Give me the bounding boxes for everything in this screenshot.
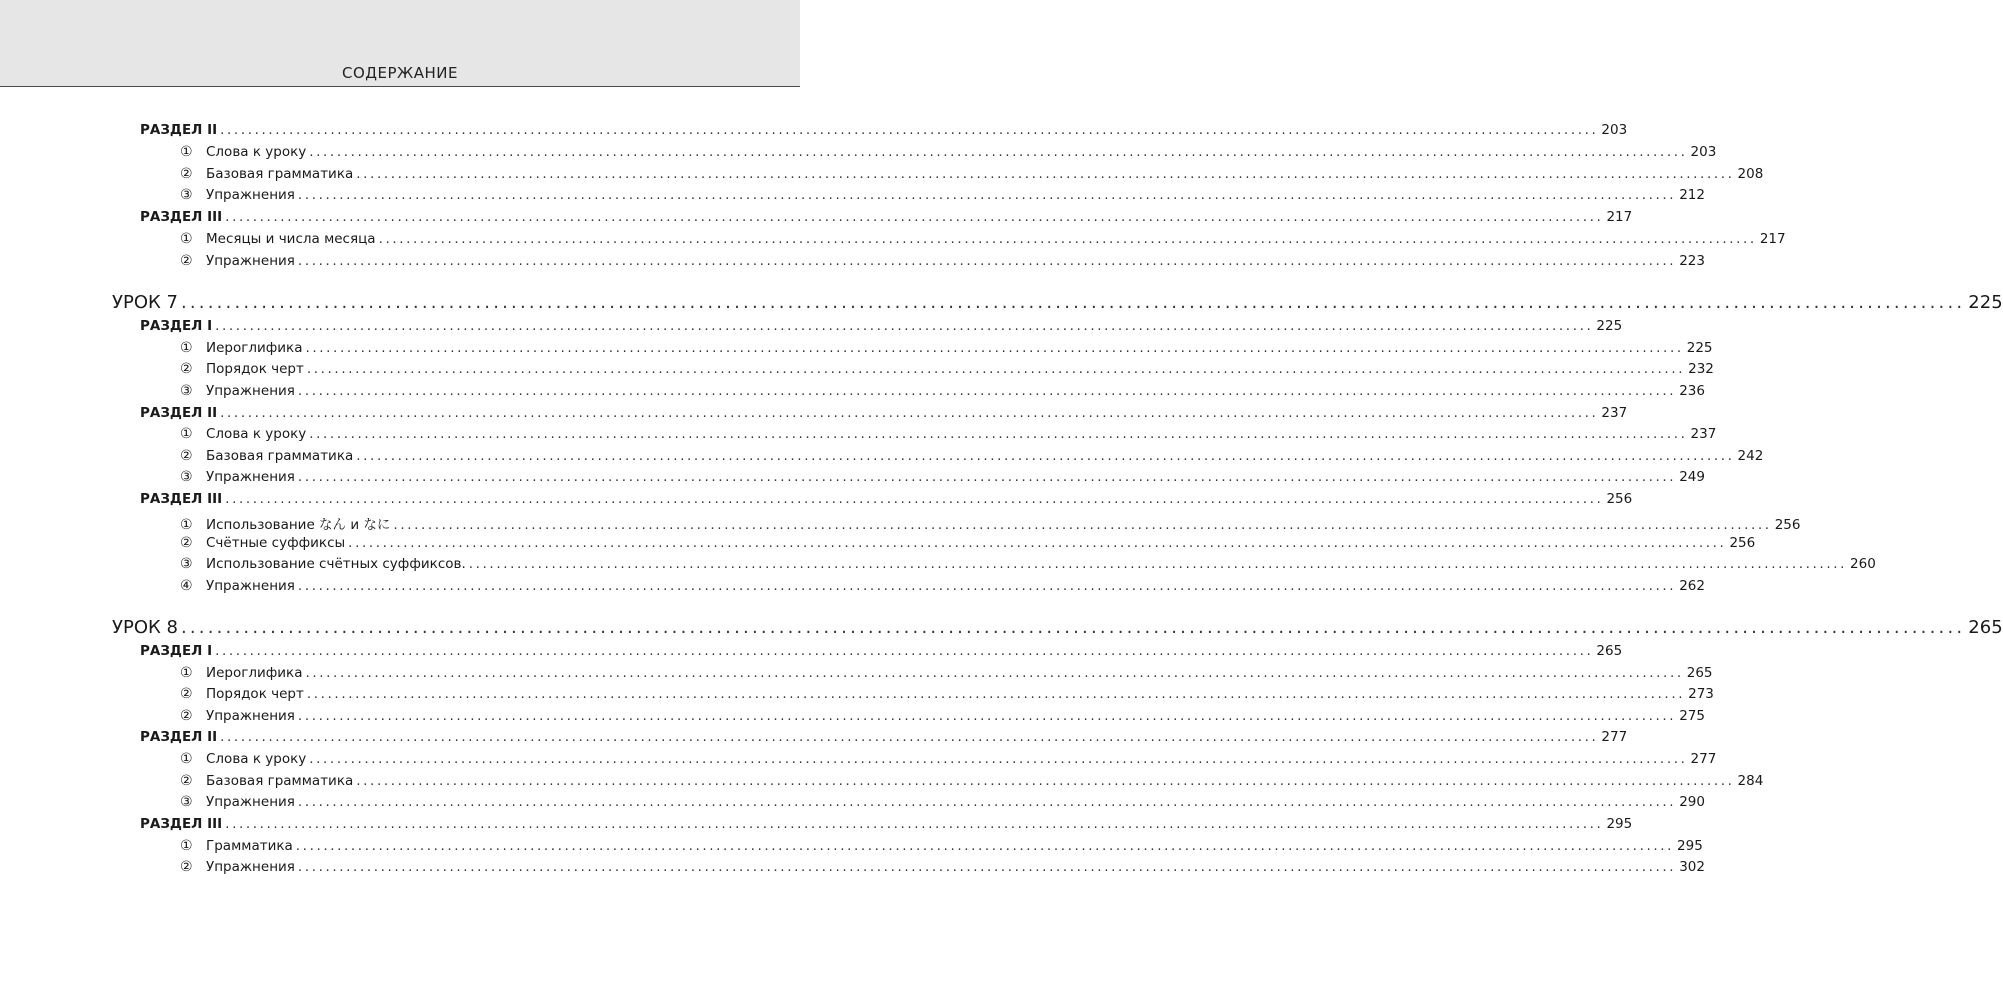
entry-text: Упражнения (206, 253, 295, 269)
page-number: 265 (1596, 643, 1623, 659)
entry-number: ② (180, 535, 193, 551)
toc-entry-label (180, 187, 295, 203)
dot-leader: ........................................................................................................................................................................................................ (215, 318, 1594, 334)
toc-entry-label (180, 513, 390, 533)
toc-item[interactable] (180, 426, 1717, 447)
page-number: 237 (1690, 426, 1717, 442)
toc-entry-label (180, 794, 295, 810)
page-number: 256 (1774, 517, 1801, 533)
toc-item[interactable] (180, 340, 1713, 361)
toc-entry-label: РАЗДЕЛ I (140, 643, 213, 659)
toc-entry-label (180, 773, 353, 789)
toc-entry-label (180, 859, 295, 875)
page-number: 277 (1601, 729, 1628, 745)
toc-item[interactable] (180, 708, 1705, 729)
entry-text: Упражнения (206, 794, 295, 810)
dot-leader: ........................................................................................................................................................................................................ (306, 686, 1686, 702)
page-number: 236 (1679, 383, 1705, 399)
toc-item[interactable] (180, 556, 1876, 577)
toc-entry-label (180, 535, 345, 551)
entry-text: Грамматика (206, 838, 293, 854)
toc-item[interactable] (180, 231, 1786, 252)
toc-entry-label (180, 556, 466, 572)
dot-leader: ........................................................................................................................................................................................................ (297, 794, 1677, 810)
toc-entry-label: РАЗДЕЛ III (140, 816, 223, 832)
toc-entry-label (180, 665, 302, 681)
toc-item[interactable] (180, 253, 1705, 274)
toc-lesson[interactable] (112, 292, 2003, 316)
dot-leader: ........................................................................................................................................................................................................ (297, 469, 1677, 485)
dot-leader: ........................................................................................................................................................................................................ (297, 708, 1677, 724)
dot-leader: ........................................................................................................................................................................................................ (297, 383, 1677, 399)
entry-text: Слова к уроку (206, 144, 307, 160)
dot-leader: ........................................................................................................................................................................................................ (297, 187, 1677, 203)
entry-number: ① (180, 665, 193, 681)
entry-number: ③ (180, 187, 193, 203)
toc-item[interactable] (180, 448, 1764, 469)
toc-item[interactable] (180, 144, 1717, 165)
entry-text: Упражнения (206, 187, 295, 203)
toc-entry-label (180, 686, 304, 702)
entry-text: Базовая грамматика (206, 773, 354, 789)
toc-section[interactable] (140, 209, 1633, 230)
entry-text: Слова к уроку (206, 751, 307, 767)
page-title: СОДЕРЖАНИЕ (342, 64, 458, 82)
toc-item[interactable] (180, 578, 1705, 599)
dot-leader: ........................................................................................................................................................................................................ (180, 292, 1966, 313)
page-number: 260 (1850, 556, 1876, 572)
entry-text: Упражнения (206, 383, 295, 399)
toc-item[interactable] (180, 383, 1705, 404)
entry-number: ③ (180, 383, 193, 399)
toc-entry-label (180, 578, 295, 594)
toc-section[interactable] (140, 318, 1623, 339)
toc-entry-label (180, 253, 295, 269)
dot-leader: ........................................................................................................................................................................................................ (356, 166, 1735, 182)
dot-leader: ........................................................................................................................................................................................................ (305, 665, 1684, 681)
toc-item[interactable] (180, 838, 1703, 859)
entry-text: Упражнения (206, 469, 295, 485)
toc-lesson[interactable] (112, 617, 2003, 641)
page-number: 237 (1601, 405, 1628, 421)
page-number: 232 (1688, 361, 1714, 377)
entry-text: Базовая грамматика (206, 448, 354, 464)
page-number: 203 (1690, 144, 1717, 160)
page-number: 265 (1686, 665, 1713, 681)
entry-text: Базовая грамматика (206, 166, 354, 182)
toc-section[interactable] (140, 122, 1628, 143)
entry-number: ③ (180, 794, 193, 810)
entry-text: Слова к уроку (206, 426, 307, 442)
page-number: 295 (1677, 838, 1703, 854)
toc-entry-label: РАЗДЕЛ I (140, 318, 213, 334)
entry-number: ② (180, 859, 193, 875)
dot-leader: ........................................................................................................................................................................................................ (220, 122, 1599, 138)
toc-item[interactable] (180, 665, 1713, 686)
entry-text: Использование なん и なに (206, 517, 391, 533)
dot-leader: ........................................................................................................................................................................................................ (356, 448, 1735, 464)
dot-leader: ........................................................................................................................................................................................................ (309, 426, 1688, 442)
entry-text: Упражнения (206, 578, 295, 594)
dot-leader: ........................................................................................................................................................................................................ (468, 556, 1848, 572)
toc-item[interactable] (180, 166, 1764, 187)
page-number: 217 (1759, 231, 1786, 247)
page-number: 242 (1737, 448, 1764, 464)
entry-text: Счётные суффиксы (206, 535, 346, 551)
page-number: 256 (1729, 535, 1756, 551)
dot-leader: ........................................................................................................................................................................................................ (297, 253, 1677, 269)
toc-item[interactable] (180, 469, 1705, 490)
dot-leader: ........................................................................................................................................................................................................ (225, 491, 1604, 507)
entry-number: ① (180, 231, 193, 247)
dot-leader: ........................................................................................................................................................................................................ (393, 517, 1772, 533)
entry-text: Порядок черт (206, 686, 304, 702)
toc-entry-label (180, 708, 295, 724)
entry-text: Упражнения (206, 708, 295, 724)
toc-item[interactable] (180, 773, 1764, 794)
dot-leader: ........................................................................................................................................................................................................ (348, 535, 1727, 551)
page-number: 212 (1679, 187, 1705, 203)
page-number: 225 (1596, 318, 1623, 334)
toc-item[interactable] (180, 513, 1801, 534)
toc-entry-label (180, 340, 302, 356)
dot-leader: ........................................................................................................................................................................................................ (297, 578, 1677, 594)
entry-number: ③ (180, 556, 193, 572)
toc-entry-label (180, 426, 306, 442)
entry-number: ① (180, 426, 193, 442)
page-number: 284 (1737, 773, 1764, 789)
page-number: 275 (1679, 708, 1705, 724)
toc-item[interactable] (180, 794, 1705, 815)
toc-section[interactable] (140, 729, 1628, 750)
dot-leader: ........................................................................................................................................................................................................ (305, 340, 1684, 356)
toc-section[interactable] (140, 491, 1633, 512)
toc-entry-label: РАЗДЕЛ II (140, 729, 218, 745)
toc-entry-label: РАЗДЕЛ II (140, 405, 218, 421)
entry-number: ② (180, 166, 193, 182)
toc-entry-label: УРОК 8 (112, 617, 178, 638)
entry-number: ③ (180, 469, 193, 485)
entry-number: ① (180, 751, 193, 767)
entry-text: Месяцы и числа месяца (206, 231, 376, 247)
dot-leader: ........................................................................................................................................................................................................ (220, 405, 1599, 421)
dot-leader: ........................................................................................................................................................................................................ (297, 859, 1677, 875)
page-number: 225 (1968, 292, 2003, 313)
page-number: 225 (1686, 340, 1713, 356)
dot-leader: ........................................................................................................................................................................................................ (309, 751, 1688, 767)
page-number: 217 (1606, 209, 1633, 225)
page-header (0, 0, 800, 87)
page-number: 249 (1679, 469, 1705, 485)
toc-item[interactable] (180, 859, 1705, 880)
toc-section[interactable] (140, 405, 1628, 426)
dot-leader: ........................................................................................................................................................................................................ (378, 231, 1757, 247)
toc-entry-label: РАЗДЕЛ III (140, 209, 223, 225)
page-number: 273 (1688, 686, 1714, 702)
entry-text: Упражнения (206, 859, 295, 875)
toc-item[interactable] (180, 187, 1705, 208)
page-number: 295 (1606, 816, 1633, 832)
entry-text: Порядок черт (206, 361, 304, 377)
toc-entry-label (180, 144, 306, 160)
entry-number: ② (180, 686, 193, 702)
entry-number: ② (180, 773, 193, 789)
toc-item[interactable] (180, 686, 1714, 707)
entry-text: Использование счётных суффиксов. (206, 556, 466, 572)
dot-leader: ........................................................................................................................................................................................................ (215, 643, 1594, 659)
toc-item[interactable] (180, 361, 1714, 382)
toc-entry-label (180, 751, 306, 767)
toc-entry-label: УРОК 7 (112, 292, 178, 313)
toc-section[interactable] (140, 816, 1633, 837)
page-number: 256 (1606, 491, 1633, 507)
page-number: 265 (1968, 617, 2003, 638)
toc-entry-label (180, 448, 353, 464)
dot-leader: ........................................................................................................................................................................................................ (306, 361, 1686, 377)
page-number: 290 (1679, 794, 1705, 810)
toc-entry-label: РАЗДЕЛ II (140, 122, 218, 138)
entry-number: ① (180, 340, 193, 356)
dot-leader: ........................................................................................................................................................................................................ (356, 773, 1735, 789)
page-number: 277 (1690, 751, 1717, 767)
entry-number: ① (180, 144, 193, 160)
page-number: 302 (1679, 859, 1705, 875)
entry-number: ② (180, 253, 193, 269)
toc-entry-label: РАЗДЕЛ III (140, 491, 223, 507)
toc-entry-label (180, 231, 376, 247)
dot-leader: ........................................................................................................................................................................................................ (180, 617, 1966, 638)
toc-entry-label (180, 383, 295, 399)
toc-entry-label (180, 361, 304, 377)
entry-number: ① (180, 838, 193, 854)
entry-number: ① (180, 517, 193, 533)
entry-number: ④ (180, 578, 193, 594)
page-number: 262 (1679, 578, 1705, 594)
toc-item[interactable] (180, 751, 1717, 772)
toc-entry-label (180, 469, 295, 485)
entry-number: ② (180, 361, 193, 377)
entry-text: Иероглифика (206, 340, 303, 356)
dot-leader: ........................................................................................................................................................................................................ (225, 209, 1604, 225)
dot-leader: ........................................................................................................................................................................................................ (309, 144, 1688, 160)
dot-leader: ........................................................................................................................................................................................................ (220, 729, 1599, 745)
dot-leader: ........................................................................................................................................................................................................ (225, 816, 1604, 832)
page-number: 223 (1679, 253, 1705, 269)
entry-text: Иероглифика (206, 665, 303, 681)
toc-item[interactable] (180, 535, 1756, 556)
dot-leader: ........................................................................................................................................................................................................ (295, 838, 1675, 854)
toc-entry-label (180, 166, 353, 182)
entry-number: ② (180, 708, 193, 724)
entry-number: ② (180, 448, 193, 464)
toc-entry-label (180, 838, 293, 854)
toc-section[interactable] (140, 643, 1623, 664)
page-number: 203 (1601, 122, 1628, 138)
page-number: 208 (1737, 166, 1764, 182)
